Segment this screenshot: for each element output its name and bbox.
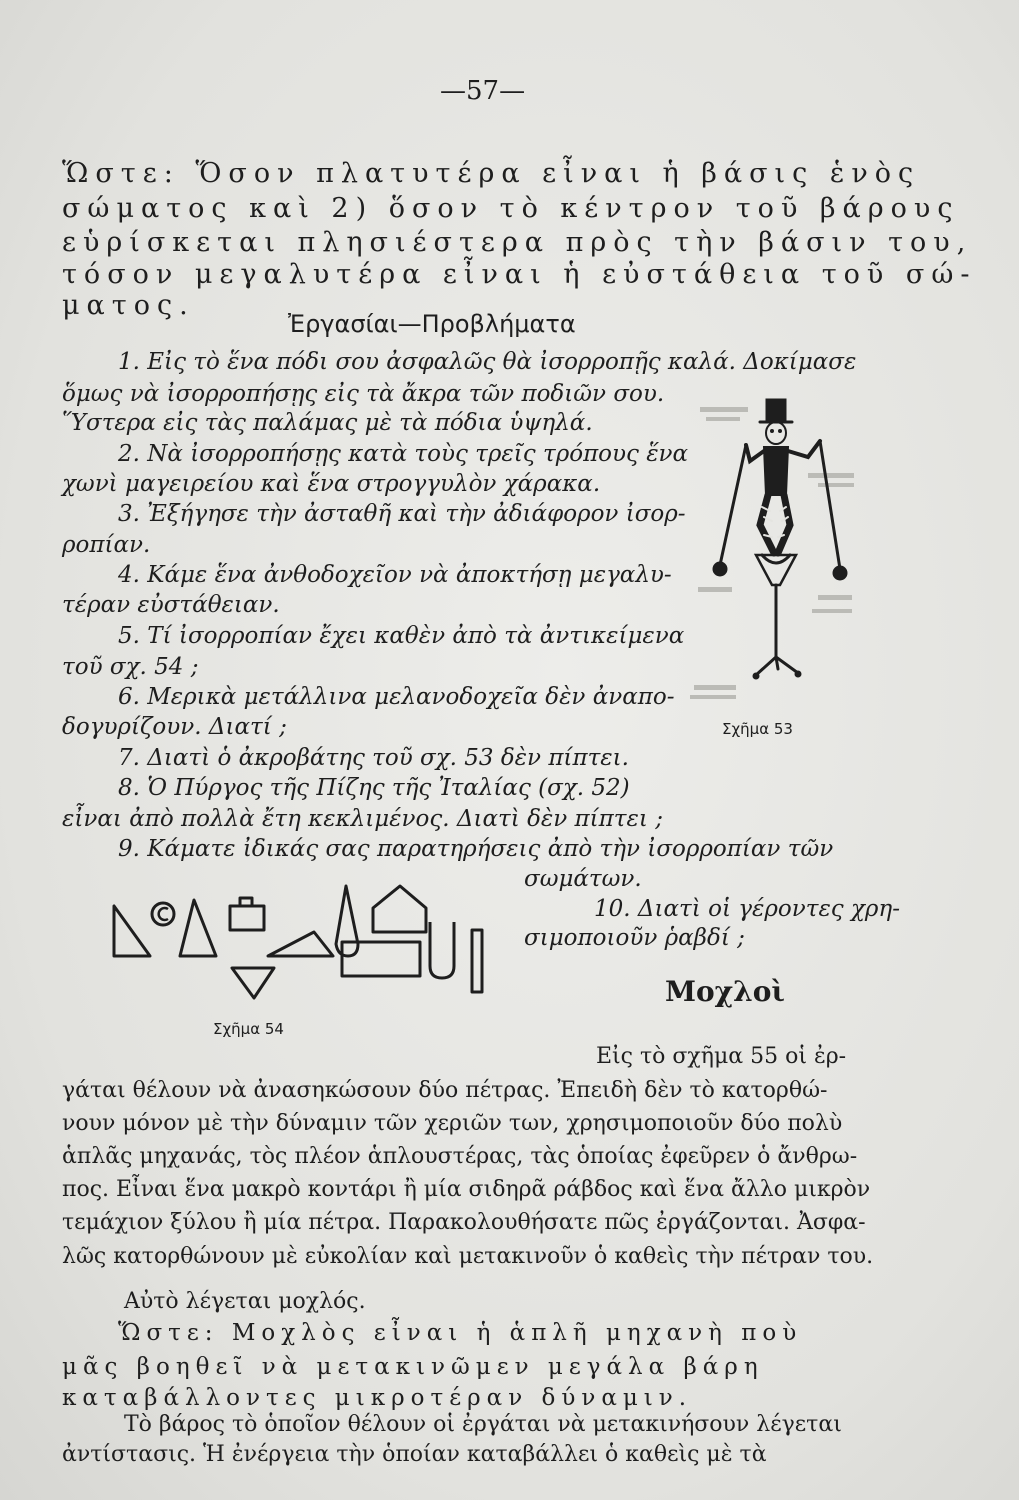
problem-line: 10. Διατὶ οἱ γέροντες χρη- (594, 896, 900, 922)
section-heading: Ἐργασίαι—Προβλήματα (288, 310, 576, 338)
lever-text-line: γάται θέλουν νὰ ἀνασηκώσουν δύο πέτρας. Ἐπειδὴ δὲν τὸ κατορθώ- (62, 1078, 828, 1103)
problem-line: τέραν εὐστάθειαν. (62, 592, 280, 618)
problem-line: σιμοποιοῦν ῥαβδί ; (524, 925, 745, 951)
problem-line: τοῦ σχ. 54 ; (62, 654, 199, 680)
lever-text-line: νουν μόνον μὲ τὴν δύναμιν τῶν χεριῶν των, χρησιμοποιοῦν δύο πολὺ (62, 1111, 843, 1136)
problem-line: ὅμως νὰ ἰσορροπήσῃς εἰς τὰ ἄκρα τῶν ποδιῶν σου. (62, 381, 665, 407)
intro-line-5: ματος. (62, 290, 195, 321)
problem-line: 2. Νὰ ἰσορροπήσῃς κατὰ τοὺς τρεῖς τρόπους ἕνα (118, 441, 689, 467)
lever-definition-line: μᾶς βοηθεῖ νὰ μετακινῶμεν μεγάλα βάρη (62, 1354, 764, 1380)
intro-line-2: σώματος καὶ 2) ὅσον τὸ κέντρον τοῦ βάρους (62, 193, 960, 224)
intro-line-4: τόσον μεγαλυτέρα εἶναι ἡ εὐστάθεια τοῦ σώ- (62, 259, 977, 290)
problem-line: 8. Ὁ Πύργος τῆς Πίζης τῆς Ἰταλίας (σχ. 52) (118, 775, 630, 801)
lever-text-line: Τὸ βάρος τὸ ὁποῖον θέλουν οἱ ἐργάται νὰ μετακινήσουν λέγεται (124, 1412, 842, 1437)
lever-heading: Μοχλοὶ (665, 975, 785, 1008)
intro-line-3: εὑρίσκεται πλησιέστερα πρὸς τὴν βάσιν του, (62, 227, 973, 258)
problem-line: 7. Διατὶ ὁ ἀκροβάτης τοῦ σχ. 53 δὲν πίπτει. (118, 745, 629, 771)
problem-line: 6. Μερικὰ μετάλλινα μελανοδοχεῖα δὲν ἀναπο- (118, 684, 675, 710)
problem-line: 9. Κάματε ἰδικάς σας παρατηρήσεις ἀπὸ τὴν ἰσορροπίαν τῶν (118, 836, 834, 862)
problem-line: 1. Εἰς τὸ ἕνα πόδι σου ἀσφαλῶς θὰ ἰσορροπῇς καλά. Δοκίμασε (118, 349, 857, 375)
lever-text-line: Εἰς τὸ σχῆμα 55 οἱ ἐρ- (596, 1044, 847, 1069)
problem-line: χωνὶ μαγειρείου καὶ ἕνα στρογγυλὸν χάρακα. (62, 471, 601, 497)
lever-definition-line: καταβάλλοντες μικροτέραν δύναμιν. (62, 1385, 693, 1411)
figure-53-caption: Σχῆμα 53 (722, 720, 793, 738)
figure-53-acrobat (690, 395, 860, 715)
lever-definition-line: Ὥστε: Μοχλὸς εἶναι ἡ ἁπλῆ μηχανὴ ποὺ (118, 1320, 803, 1346)
problem-line: ροπίαν. (62, 532, 151, 558)
problem-line: σωμάτων. (524, 866, 642, 892)
figure-54-caption: Σχῆμα 54 (213, 1020, 284, 1038)
lever-text-line: τεμάχιον ξύλου ἢ μία πέτρα. Παρακολουθήσατε πῶς ἐργάζονται. Ἀσφα- (62, 1210, 866, 1235)
problem-line: εἶναι ἀπὸ πολλὰ ἔτη κεκλιμένος. Διατὶ δὲν πίπτει ; (62, 806, 663, 832)
figure-54-shapes (108, 878, 493, 1008)
lever-text-line: ἁπλᾶς μηχανάς, τὸς πλέον ἁπλουστέρας, τὰς ὁποίας ἐφεῦρεν ὁ ἄνθρω- (62, 1144, 858, 1169)
lever-text-line: Αὐτὸ λέγεται μοχλός. (124, 1289, 366, 1314)
problem-line: Ὕστερα εἰς τὰς παλάμας μὲ τὰ πόδια ὑψηλά. (62, 410, 593, 436)
lever-text-line: πος. Εἶναι ἕνα μακρὸ κοντάρι ἢ μία σιδηρᾶ ράβδος καὶ ἕνα ἄλλο μικρὸν (62, 1177, 871, 1202)
intro-line-1: Ὥστε: Ὅσον πλατυτέρα εἶναι ἡ βάσις ἑνὸς (62, 158, 921, 189)
lever-text-line: ἀντίστασις. Ἡ ἐνέργεια τὴν ὁποίαν καταβάλλει ὁ καθεὶς μὲ τὰ (62, 1442, 767, 1467)
problem-line: 3. Ἐξήγησε τὴν ἀσταθῆ καὶ τὴν ἀδιάφορον ἰσορ- (118, 501, 686, 527)
page-number: —57— (440, 76, 526, 106)
lever-text-line: λῶς κατορθώνουν μὲ εὐκολίαν καὶ μετακινοῦν ὁ καθεὶς τὴν πέτραν του. (62, 1244, 874, 1269)
problem-line: 4. Κάμε ἕνα ἀνθοδοχεῖον νὰ ἀποκτήσῃ μεγαλυ- (118, 562, 672, 588)
problem-line: 5. Τί ἰσορροπίαν ἔχει καθὲν ἀπὸ τὰ ἀντικείμενα (118, 623, 685, 649)
problem-line: δογυρίζουν. Διατί ; (62, 714, 287, 740)
